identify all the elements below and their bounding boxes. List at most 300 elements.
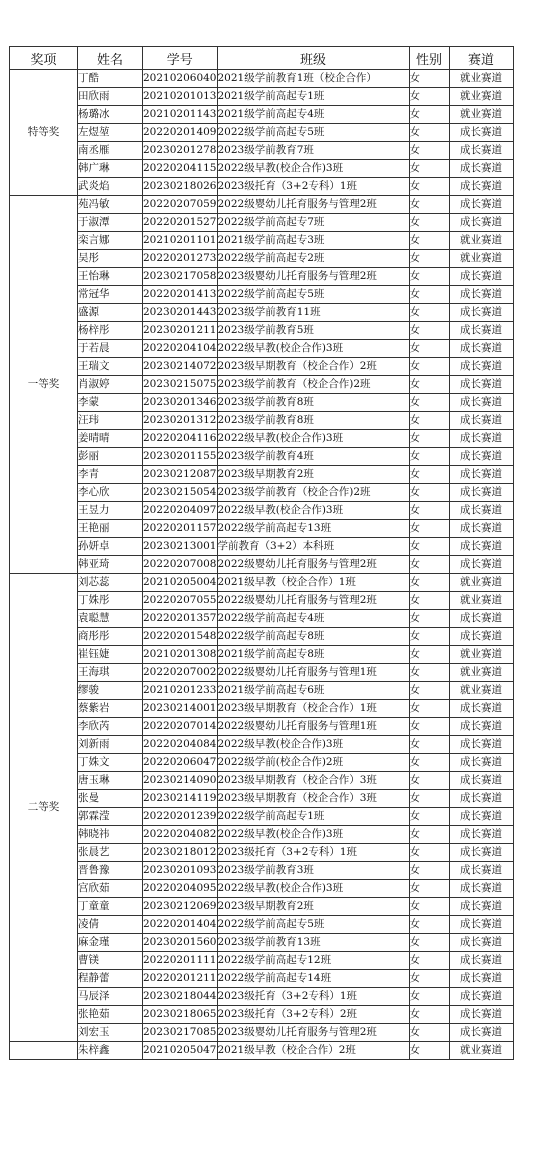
track-cell: 成长赛道 <box>449 142 513 160</box>
track-cell: 就业赛道 <box>449 682 513 700</box>
cls-cell: 2022级婴幼儿托育服务与管理2班 <box>217 196 409 214</box>
sid-cell: 20220201413 <box>143 286 218 304</box>
name-cell: 蔡紫岩 <box>78 700 143 718</box>
track-cell: 成长赛道 <box>449 1024 513 1042</box>
sid-cell: 20210206040 <box>143 70 218 88</box>
table-row <box>10 340 514 358</box>
sid-cell: 20210201308 <box>143 646 218 664</box>
cls-cell: 2022级学前高起专7班 <box>217 214 409 232</box>
track-cell: 成长赛道 <box>449 916 513 934</box>
cls-cell: 2022级学前高起专4班 <box>217 610 409 628</box>
name-cell: 栾言娜 <box>78 232 143 250</box>
table-row <box>10 412 514 430</box>
table-row <box>10 934 514 952</box>
name-cell: 宫欣茹 <box>78 880 143 898</box>
sid-cell: 20230213001 <box>143 538 218 556</box>
table-row <box>10 952 514 970</box>
track-cell: 成长赛道 <box>449 358 513 376</box>
table-row <box>10 160 514 178</box>
cls-cell: 2023级学前教育13班 <box>217 934 409 952</box>
name-cell: 于淑潭 <box>78 214 143 232</box>
name-cell: 南丞雁 <box>78 142 143 160</box>
track-cell: 成长赛道 <box>449 214 513 232</box>
gender-cell: 女 <box>409 88 449 106</box>
name-cell: 张艳茹 <box>78 1006 143 1024</box>
name-cell: 袁聪慧 <box>78 610 143 628</box>
gender-cell: 女 <box>409 898 449 916</box>
cls-cell: 2022级学前高起专5班 <box>217 286 409 304</box>
track-cell: 成长赛道 <box>449 844 513 862</box>
track-cell: 就业赛道 <box>449 106 513 124</box>
gender-cell: 女 <box>409 124 449 142</box>
table-row <box>10 304 514 322</box>
sid-cell: 20220201111 <box>143 952 218 970</box>
track-cell: 成长赛道 <box>449 538 513 556</box>
track-cell: 成长赛道 <box>449 196 513 214</box>
gender-cell: 女 <box>409 826 449 844</box>
gender-cell: 女 <box>409 1024 449 1042</box>
sid-cell: 20210205047 <box>143 1042 218 1060</box>
track-cell: 成长赛道 <box>449 376 513 394</box>
header-award: 奖项 <box>10 47 78 70</box>
track-cell: 成长赛道 <box>449 448 513 466</box>
cls-cell: 2023级学前教育4班 <box>217 448 409 466</box>
track-cell: 成长赛道 <box>449 340 513 358</box>
name-cell: 张晨艺 <box>78 844 143 862</box>
name-cell: 吴彤 <box>78 250 143 268</box>
gender-cell: 女 <box>409 232 449 250</box>
table-row <box>10 718 514 736</box>
track-cell: 成长赛道 <box>449 610 513 628</box>
table-row <box>10 970 514 988</box>
cls-cell: 2023级学前教育7班 <box>217 142 409 160</box>
table-row <box>10 1042 514 1060</box>
track-cell: 成长赛道 <box>449 268 513 286</box>
gender-cell: 女 <box>409 952 449 970</box>
track-cell: 就业赛道 <box>449 664 513 682</box>
name-cell: 马辰泽 <box>78 988 143 1006</box>
track-cell: 成长赛道 <box>449 160 513 178</box>
table-row <box>10 106 514 124</box>
track-cell: 就业赛道 <box>449 646 513 664</box>
track-cell: 成长赛道 <box>449 736 513 754</box>
gender-cell: 女 <box>409 646 449 664</box>
cls-cell: 2023级早期教育（校企合作）3班 <box>217 790 409 808</box>
table-row <box>10 430 514 448</box>
cls-cell: 2023级婴幼儿托育服务与管理2班 <box>217 268 409 286</box>
track-cell: 成长赛道 <box>449 790 513 808</box>
header-track: 赛道 <box>449 47 513 70</box>
table-row <box>10 736 514 754</box>
cls-cell: 2022级学前高起专8班 <box>217 628 409 646</box>
cls-cell: 2022级早教(校企合作)3班 <box>217 430 409 448</box>
sid-cell: 20230201278 <box>143 142 218 160</box>
cls-cell: 2023级学前教育8班 <box>217 412 409 430</box>
track-cell: 成长赛道 <box>449 700 513 718</box>
sid-cell: 20230201211 <box>143 322 218 340</box>
name-cell: 刘芯蕊 <box>78 574 143 592</box>
cls-cell: 2023级托育（3+2专科）1班 <box>217 844 409 862</box>
table-row <box>10 502 514 520</box>
name-cell: 孙妍卓 <box>78 538 143 556</box>
gender-cell: 女 <box>409 394 449 412</box>
gender-cell: 女 <box>409 682 449 700</box>
gender-cell: 女 <box>409 358 449 376</box>
gender-cell: 女 <box>409 160 449 178</box>
cls-cell: 2021级学前高起专6班 <box>217 682 409 700</box>
name-cell: 曹镁 <box>78 952 143 970</box>
gender-cell: 女 <box>409 556 449 574</box>
gender-cell: 女 <box>409 934 449 952</box>
table-row <box>10 574 514 592</box>
cls-cell: 2022级学前高起专12班 <box>217 952 409 970</box>
name-cell: 唐玉琳 <box>78 772 143 790</box>
sid-cell: 20220207008 <box>143 556 218 574</box>
name-cell: 苑冯敏 <box>78 196 143 214</box>
table-body <box>10 70 514 1060</box>
sid-cell: 20210201143 <box>143 106 218 124</box>
name-cell: 常冠华 <box>78 286 143 304</box>
sid-cell: 20230201093 <box>143 862 218 880</box>
cls-cell: 2023级学前教育5班 <box>217 322 409 340</box>
table-row <box>10 250 514 268</box>
cls-cell: 2023级学前教育11班 <box>217 304 409 322</box>
track-cell: 成长赛道 <box>449 1006 513 1024</box>
header-student-id: 学号 <box>143 47 218 70</box>
gender-cell: 女 <box>409 484 449 502</box>
table-row <box>10 556 514 574</box>
cls-cell: 2023级学前教育（校企合作)2班 <box>217 484 409 502</box>
cls-cell: 2022级学前高起专2班 <box>217 250 409 268</box>
gender-cell: 女 <box>409 412 449 430</box>
gender-cell: 女 <box>409 592 449 610</box>
sid-cell: 20230212069 <box>143 898 218 916</box>
gender-cell: 女 <box>409 196 449 214</box>
sid-cell: 20230201560 <box>143 934 218 952</box>
cls-cell: 2022级学前高起专5班 <box>217 124 409 142</box>
table-row <box>10 898 514 916</box>
sid-cell: 20230215054 <box>143 484 218 502</box>
sid-cell: 20220201548 <box>143 628 218 646</box>
sid-cell: 20220207014 <box>143 718 218 736</box>
gender-cell: 女 <box>409 250 449 268</box>
sid-cell: 20210201013 <box>143 88 218 106</box>
name-cell: 凌倩 <box>78 916 143 934</box>
table-row <box>10 790 514 808</box>
track-cell: 成长赛道 <box>449 322 513 340</box>
gender-cell: 女 <box>409 700 449 718</box>
gender-cell: 女 <box>409 1042 449 1060</box>
sid-cell: 20230201346 <box>143 394 218 412</box>
sid-cell: 20220201239 <box>143 808 218 826</box>
sid-cell: 20220201157 <box>143 520 218 538</box>
cls-cell: 2023级婴幼儿托育服务与管理2班 <box>217 1024 409 1042</box>
track-cell: 成长赛道 <box>449 502 513 520</box>
table-row <box>10 484 514 502</box>
track-cell: 就业赛道 <box>449 574 513 592</box>
name-cell: 李欣芮 <box>78 718 143 736</box>
name-cell: 晋鲁豫 <box>78 862 143 880</box>
track-cell: 成长赛道 <box>449 970 513 988</box>
gender-cell: 女 <box>409 736 449 754</box>
gender-cell: 女 <box>409 286 449 304</box>
name-cell: 丁酷 <box>78 70 143 88</box>
track-cell: 成长赛道 <box>449 880 513 898</box>
sid-cell: 20220201211 <box>143 970 218 988</box>
table-row <box>10 1024 514 1042</box>
name-cell: 王艳丽 <box>78 520 143 538</box>
track-cell: 就业赛道 <box>449 232 513 250</box>
cls-cell: 2021级学前高起专3班 <box>217 232 409 250</box>
track-cell: 成长赛道 <box>449 808 513 826</box>
table-row <box>10 70 514 88</box>
name-cell: 盛源 <box>78 304 143 322</box>
name-cell: 崔钰婕 <box>78 646 143 664</box>
gender-cell: 女 <box>409 520 449 538</box>
header-class: 班级 <box>217 47 409 70</box>
sid-cell: 20220204104 <box>143 340 218 358</box>
sid-cell: 20220204095 <box>143 880 218 898</box>
name-cell: 王瑞文 <box>78 358 143 376</box>
gender-cell: 女 <box>409 628 449 646</box>
name-cell: 田欣雨 <box>78 88 143 106</box>
cls-cell: 2021级学前教育1班（校企合作） <box>217 70 409 88</box>
sid-cell: 20230217058 <box>143 268 218 286</box>
sid-cell: 20230214001 <box>143 700 218 718</box>
name-cell: 肖淑婷 <box>78 376 143 394</box>
table-row <box>10 394 514 412</box>
cls-cell: 2022级早教(校企合作)3班 <box>217 160 409 178</box>
gender-cell: 女 <box>409 610 449 628</box>
sid-cell: 20230212087 <box>143 466 218 484</box>
cls-cell: 2023级早期教育（校企合作）2班 <box>217 358 409 376</box>
cls-cell: 2022级学前(校企合作)2班 <box>217 754 409 772</box>
track-cell: 成长赛道 <box>449 466 513 484</box>
table-row <box>10 808 514 826</box>
track-cell: 成长赛道 <box>449 430 513 448</box>
track-cell: 成长赛道 <box>449 754 513 772</box>
track-cell: 成长赛道 <box>449 952 513 970</box>
gender-cell: 女 <box>409 754 449 772</box>
cls-cell: 2021级学前高起专4班 <box>217 106 409 124</box>
sid-cell: 20230201443 <box>143 304 218 322</box>
name-cell: 杨梓彤 <box>78 322 143 340</box>
gender-cell: 女 <box>409 70 449 88</box>
name-cell: 王怡琳 <box>78 268 143 286</box>
sid-cell: 20230218012 <box>143 844 218 862</box>
name-cell: 姜晴晴 <box>78 430 143 448</box>
sid-cell: 20220201527 <box>143 214 218 232</box>
name-cell: 程静蕾 <box>78 970 143 988</box>
table-row <box>10 322 514 340</box>
cls-cell: 2022级婴幼儿托育服务与管理1班 <box>217 664 409 682</box>
table-row <box>10 646 514 664</box>
sid-cell: 20220201409 <box>143 124 218 142</box>
header-name: 姓名 <box>78 47 143 70</box>
track-cell: 就业赛道 <box>449 250 513 268</box>
cls-cell: 2023级早期教育2班 <box>217 466 409 484</box>
cls-cell: 2021级学前高起专8班 <box>217 646 409 664</box>
table-row <box>10 448 514 466</box>
cls-cell: 2022级婴幼儿托育服务与管理2班 <box>217 592 409 610</box>
track-cell: 成长赛道 <box>449 628 513 646</box>
gender-cell: 女 <box>409 916 449 934</box>
gender-cell: 女 <box>409 862 449 880</box>
gender-cell: 女 <box>409 214 449 232</box>
table-row <box>10 376 514 394</box>
sid-cell: 20220204084 <box>143 736 218 754</box>
cls-cell: 2022级学前高起专13班 <box>217 520 409 538</box>
track-cell: 成长赛道 <box>449 988 513 1006</box>
table-row <box>10 988 514 1006</box>
track-cell: 成长赛道 <box>449 394 513 412</box>
name-cell: 武炎焰 <box>78 178 143 196</box>
gender-cell: 女 <box>409 304 449 322</box>
cls-cell: 2022级婴幼儿托育服务与管理2班 <box>217 556 409 574</box>
track-cell: 成长赛道 <box>449 934 513 952</box>
table-row <box>10 88 514 106</box>
gender-cell: 女 <box>409 142 449 160</box>
name-cell: 刘新雨 <box>78 736 143 754</box>
award-level-cell <box>10 1042 78 1060</box>
name-cell: 于若晨 <box>78 340 143 358</box>
table-row <box>10 520 514 538</box>
gender-cell: 女 <box>409 844 449 862</box>
table-row <box>10 124 514 142</box>
name-cell: 左煜堃 <box>78 124 143 142</box>
table-row <box>10 826 514 844</box>
sid-cell: 20220207059 <box>143 196 218 214</box>
name-cell: 李青 <box>78 466 143 484</box>
cls-cell: 2022级学前高起专1班 <box>217 808 409 826</box>
table-row <box>10 628 514 646</box>
gender-cell: 女 <box>409 466 449 484</box>
sid-cell: 20220207055 <box>143 592 218 610</box>
name-cell: 郭霖滢 <box>78 808 143 826</box>
sid-cell: 20210201101 <box>143 232 218 250</box>
gender-cell: 女 <box>409 772 449 790</box>
gender-cell: 女 <box>409 430 449 448</box>
cls-cell: 2022级婴幼儿托育服务与管理1班 <box>217 718 409 736</box>
table-row <box>10 862 514 880</box>
track-cell: 就业赛道 <box>449 592 513 610</box>
table-row <box>10 538 514 556</box>
gender-cell: 女 <box>409 448 449 466</box>
name-cell: 韩晓祎 <box>78 826 143 844</box>
gender-cell: 女 <box>409 970 449 988</box>
cls-cell: 2023级学前教育（校企合作)2班 <box>217 376 409 394</box>
sid-cell: 20220201273 <box>143 250 218 268</box>
track-cell: 成长赛道 <box>449 556 513 574</box>
table-row <box>10 700 514 718</box>
sid-cell: 20220207002 <box>143 664 218 682</box>
sid-cell: 20230217085 <box>143 1024 218 1042</box>
table-row <box>10 196 514 214</box>
table-row <box>10 880 514 898</box>
cls-cell: 2023级学前教育8班 <box>217 394 409 412</box>
table-row <box>10 268 514 286</box>
gender-cell: 女 <box>409 502 449 520</box>
cls-cell: 2023级早期教育2班 <box>217 898 409 916</box>
cls-cell: 2022级早教(校企合作)3班 <box>217 502 409 520</box>
table-row <box>10 592 514 610</box>
table-row <box>10 754 514 772</box>
gender-cell: 女 <box>409 106 449 124</box>
cls-cell: 2023级早期教育（校企合作）1班 <box>217 700 409 718</box>
sid-cell: 20220206047 <box>143 754 218 772</box>
table-row <box>10 232 514 250</box>
gender-cell: 女 <box>409 790 449 808</box>
table-row <box>10 286 514 304</box>
table-row <box>10 844 514 862</box>
track-cell: 成长赛道 <box>449 718 513 736</box>
table-row <box>10 772 514 790</box>
name-cell: 彭丽 <box>78 448 143 466</box>
sid-cell: 20230215075 <box>143 376 218 394</box>
track-cell: 成长赛道 <box>449 124 513 142</box>
sid-cell: 20230218044 <box>143 988 218 1006</box>
cls-cell: 2022级学前高起专5班 <box>217 916 409 934</box>
name-cell: 刘宏玉 <box>78 1024 143 1042</box>
sid-cell: 20210205004 <box>143 574 218 592</box>
table-row <box>10 610 514 628</box>
table-row <box>10 358 514 376</box>
sid-cell: 20220204082 <box>143 826 218 844</box>
gender-cell: 女 <box>409 808 449 826</box>
track-cell: 成长赛道 <box>449 826 513 844</box>
name-cell: 王海琪 <box>78 664 143 682</box>
gender-cell: 女 <box>409 268 449 286</box>
name-cell: 商彤彤 <box>78 628 143 646</box>
sid-cell: 20220201357 <box>143 610 218 628</box>
name-cell: 丁童童 <box>78 898 143 916</box>
award-table <box>9 46 514 1060</box>
cls-cell: 2022级早教(校企合作)3班 <box>217 340 409 358</box>
table-row <box>10 466 514 484</box>
gender-cell: 女 <box>409 376 449 394</box>
header-row <box>10 47 514 70</box>
name-cell: 丁姝彤 <box>78 592 143 610</box>
gender-cell: 女 <box>409 340 449 358</box>
name-cell: 杨璐冰 <box>78 106 143 124</box>
gender-cell: 女 <box>409 538 449 556</box>
sid-cell: 20220204097 <box>143 502 218 520</box>
gender-cell: 女 <box>409 1006 449 1024</box>
name-cell: 丁姝文 <box>78 754 143 772</box>
gender-cell: 女 <box>409 718 449 736</box>
gender-cell: 女 <box>409 880 449 898</box>
sid-cell: 20220201404 <box>143 916 218 934</box>
track-cell: 成长赛道 <box>449 862 513 880</box>
name-cell: 张曼 <box>78 790 143 808</box>
track-cell: 成长赛道 <box>449 178 513 196</box>
header-gender: 性别 <box>409 47 449 70</box>
table-row <box>10 214 514 232</box>
track-cell: 成长赛道 <box>449 898 513 916</box>
name-cell: 王昱力 <box>78 502 143 520</box>
name-cell: 韩亚琦 <box>78 556 143 574</box>
cls-cell: 2023级早期教育（校企合作）3班 <box>217 772 409 790</box>
name-cell: 麻金瑾 <box>78 934 143 952</box>
sid-cell: 20220204115 <box>143 160 218 178</box>
sid-cell: 20230214072 <box>143 358 218 376</box>
cls-cell: 2022级早教(校企合作)3班 <box>217 826 409 844</box>
sid-cell: 20230218026 <box>143 178 218 196</box>
gender-cell: 女 <box>409 178 449 196</box>
track-cell: 就业赛道 <box>449 88 513 106</box>
track-cell: 成长赛道 <box>449 304 513 322</box>
gender-cell: 女 <box>409 664 449 682</box>
